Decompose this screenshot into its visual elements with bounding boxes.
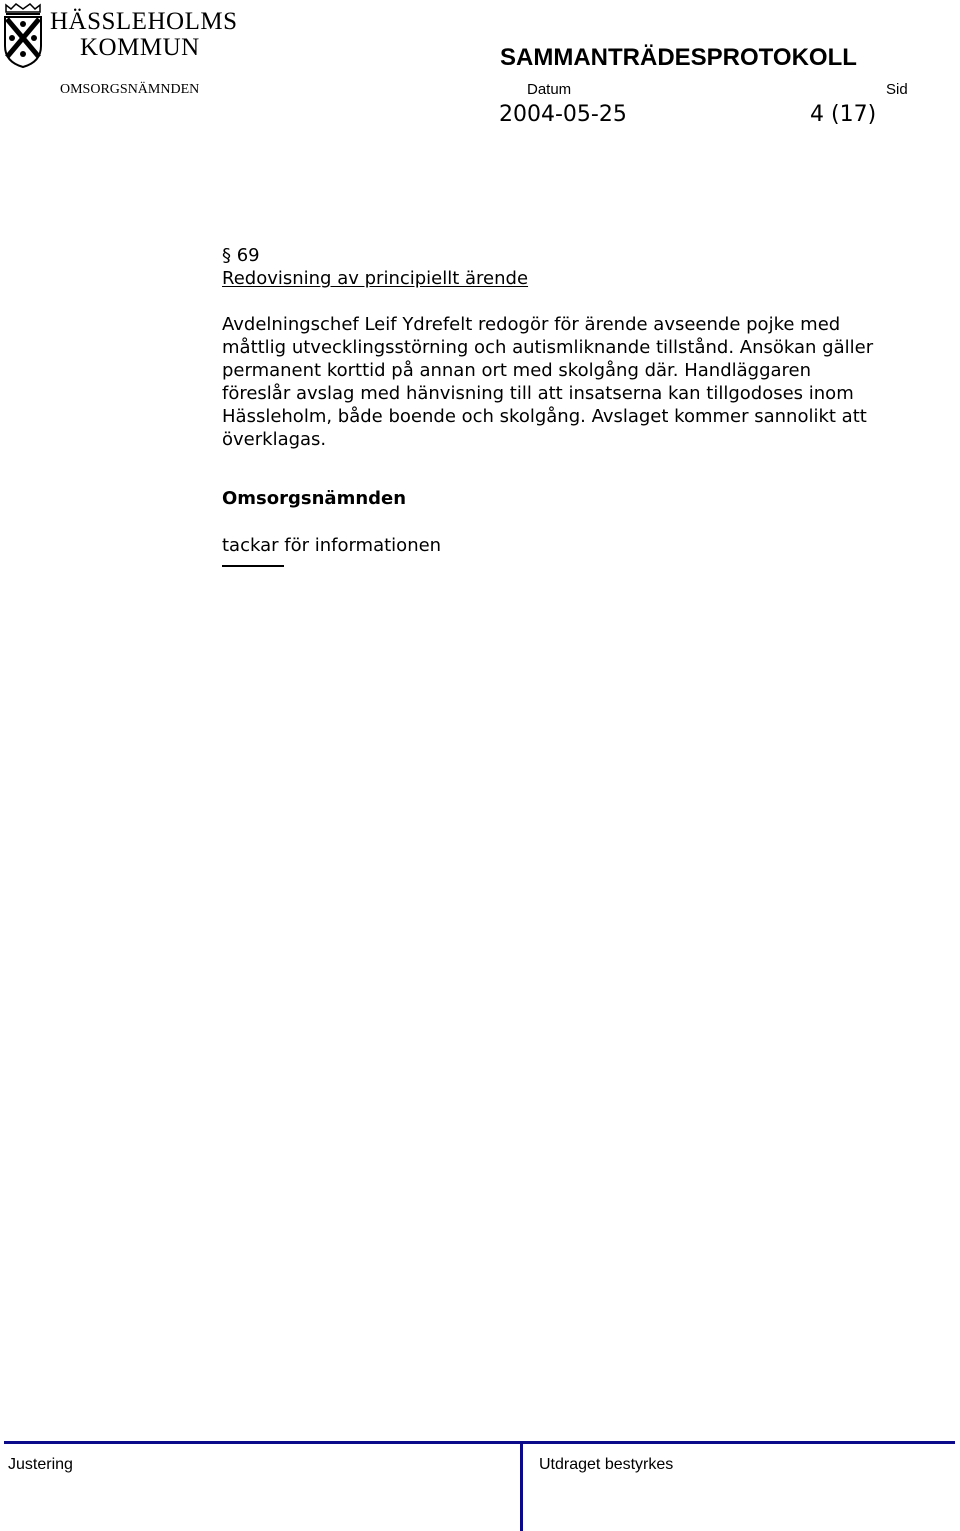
agenda-item (222, 244, 942, 567)
description-line: Hässleholm, både boende och skolgång. Avslaget kommer sannolikt att (222, 406, 867, 427)
municipality-logo-name: HÄSSLEHOLMS (50, 8, 238, 35)
adjustment-label: Justering (8, 1456, 73, 1473)
paragraph-number: § 69 (222, 245, 260, 266)
footer-divider (520, 1441, 523, 1531)
meeting-date: 2004-05-25 (499, 102, 627, 127)
municipality-logo-subname: KOMMUN (80, 34, 200, 61)
description-line: föreslår avslag med hänvisning till att insatserna kan tillgodoses inom (222, 383, 854, 404)
item-title: Redovisning av principiellt ärende (222, 268, 529, 289)
page-number: 4 (17) (810, 102, 877, 127)
decision-body: Omsorgsnämnden (222, 488, 407, 509)
page-label: Sid (886, 81, 908, 98)
document-title: SAMMANTRÄDESPROTOKOLL (500, 44, 857, 71)
description-line: Avdelningschef Leif Ydrefelt redogör för ärende avseende pojke med (222, 314, 841, 335)
description-line: måttlig utvecklingsstörning och autismliknande tillstånd. Ansökan gäller (222, 337, 874, 358)
decision-text: tackar för informationen (222, 535, 442, 556)
item-description (222, 313, 942, 451)
footer-rule (4, 1441, 955, 1444)
certified-extract-label: Utdraget bestyrkes (539, 1456, 674, 1473)
date-label: Datum (527, 81, 572, 98)
municipal-coat-of-arms-icon (2, 2, 44, 68)
description-line: överklagas. (222, 429, 327, 450)
committee-name: OMSORGSNÄMNDEN (60, 82, 200, 97)
section-end-rule (222, 565, 284, 567)
description-line: permanent korttid på annan ort med skolgång där. Handläggaren (222, 360, 812, 381)
